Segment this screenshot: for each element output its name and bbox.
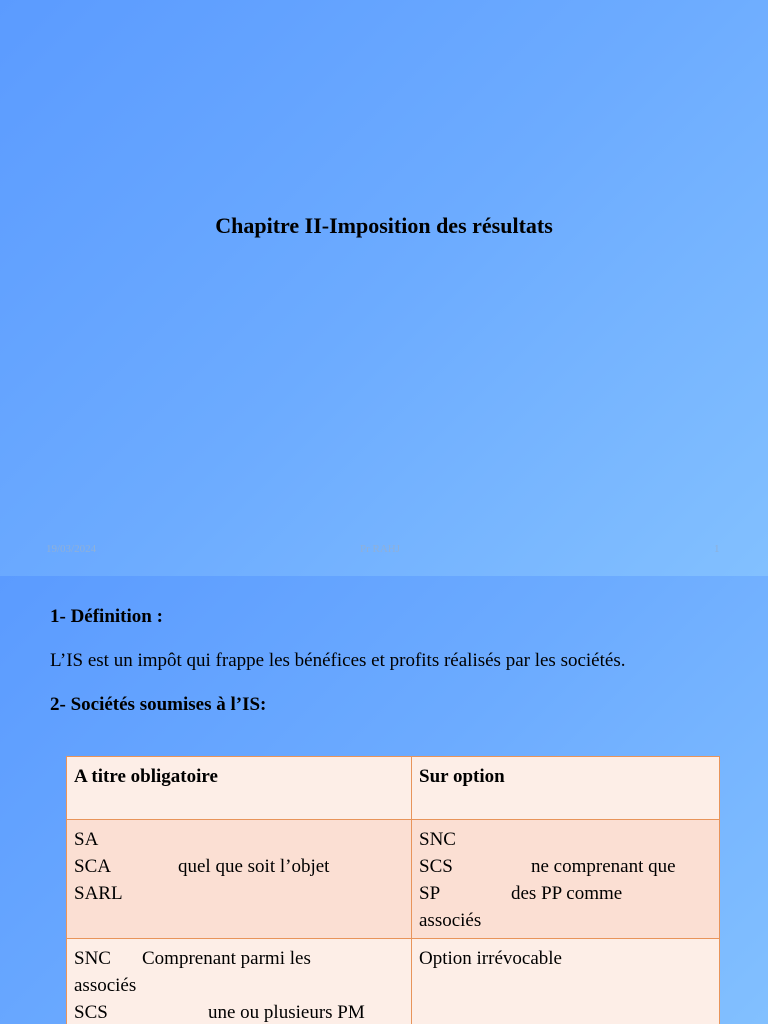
- content-slide: [0, 576, 768, 1024]
- cell-line: SA: [74, 829, 99, 850]
- cell-line: [419, 853, 712, 880]
- cell-line: SARL: [74, 883, 123, 904]
- heading-number: 2: [50, 694, 60, 715]
- footer-author: Pr RAHJ: [360, 543, 401, 555]
- heading-text: - Définition :: [59, 606, 163, 627]
- table-header-cell: Sur option: [412, 757, 720, 820]
- table-header-row: [67, 757, 720, 820]
- cell-text: quel que soit l’objet: [178, 856, 330, 877]
- heading-text: - Sociétés soumises à l’IS:: [59, 694, 267, 715]
- cell-line: associés: [419, 910, 482, 931]
- slide-title: Chapitre II-Imposition des résultats: [215, 213, 553, 238]
- heading-number: 1: [50, 606, 60, 627]
- cell-line: [74, 999, 404, 1024]
- footer-date: 19/03/2024: [46, 543, 97, 555]
- table-row: [67, 820, 720, 939]
- table-cell: [67, 820, 412, 939]
- table-cell: [67, 939, 412, 1024]
- table-row: [67, 939, 720, 1024]
- cell-line: [74, 853, 404, 880]
- cell-text: SCS: [74, 1002, 108, 1023]
- cell-text: des PP comme: [511, 883, 623, 904]
- table-cell: [412, 820, 720, 939]
- societes-table: [66, 756, 720, 1024]
- cell-line: Option irrévocable: [419, 948, 562, 969]
- definition-text: L’IS est un impôt qui frappe les bénéfices et profits réalisés par les sociétés.: [50, 650, 626, 671]
- cell-line: [74, 945, 404, 972]
- cell-text: SCS: [419, 856, 453, 877]
- cell-line: [419, 880, 712, 907]
- table-header-cell: A titre obligatoire: [67, 757, 412, 820]
- cell-text: une ou plusieurs PM: [208, 1002, 365, 1023]
- footer-page-number: 1: [714, 543, 720, 555]
- cell-text: SNC: [74, 948, 111, 969]
- cell-text: SCA: [74, 856, 111, 877]
- cell-text: SP: [419, 883, 441, 904]
- section-heading-definition: [50, 606, 163, 628]
- table-cell: [412, 939, 720, 1024]
- section-heading-societes: [50, 694, 266, 716]
- cell-line: associés: [74, 975, 137, 996]
- cell-text: ne comprenant que: [531, 856, 676, 877]
- cell-text: Comprenant parmi les: [142, 948, 311, 969]
- cell-line: SNC: [419, 829, 456, 850]
